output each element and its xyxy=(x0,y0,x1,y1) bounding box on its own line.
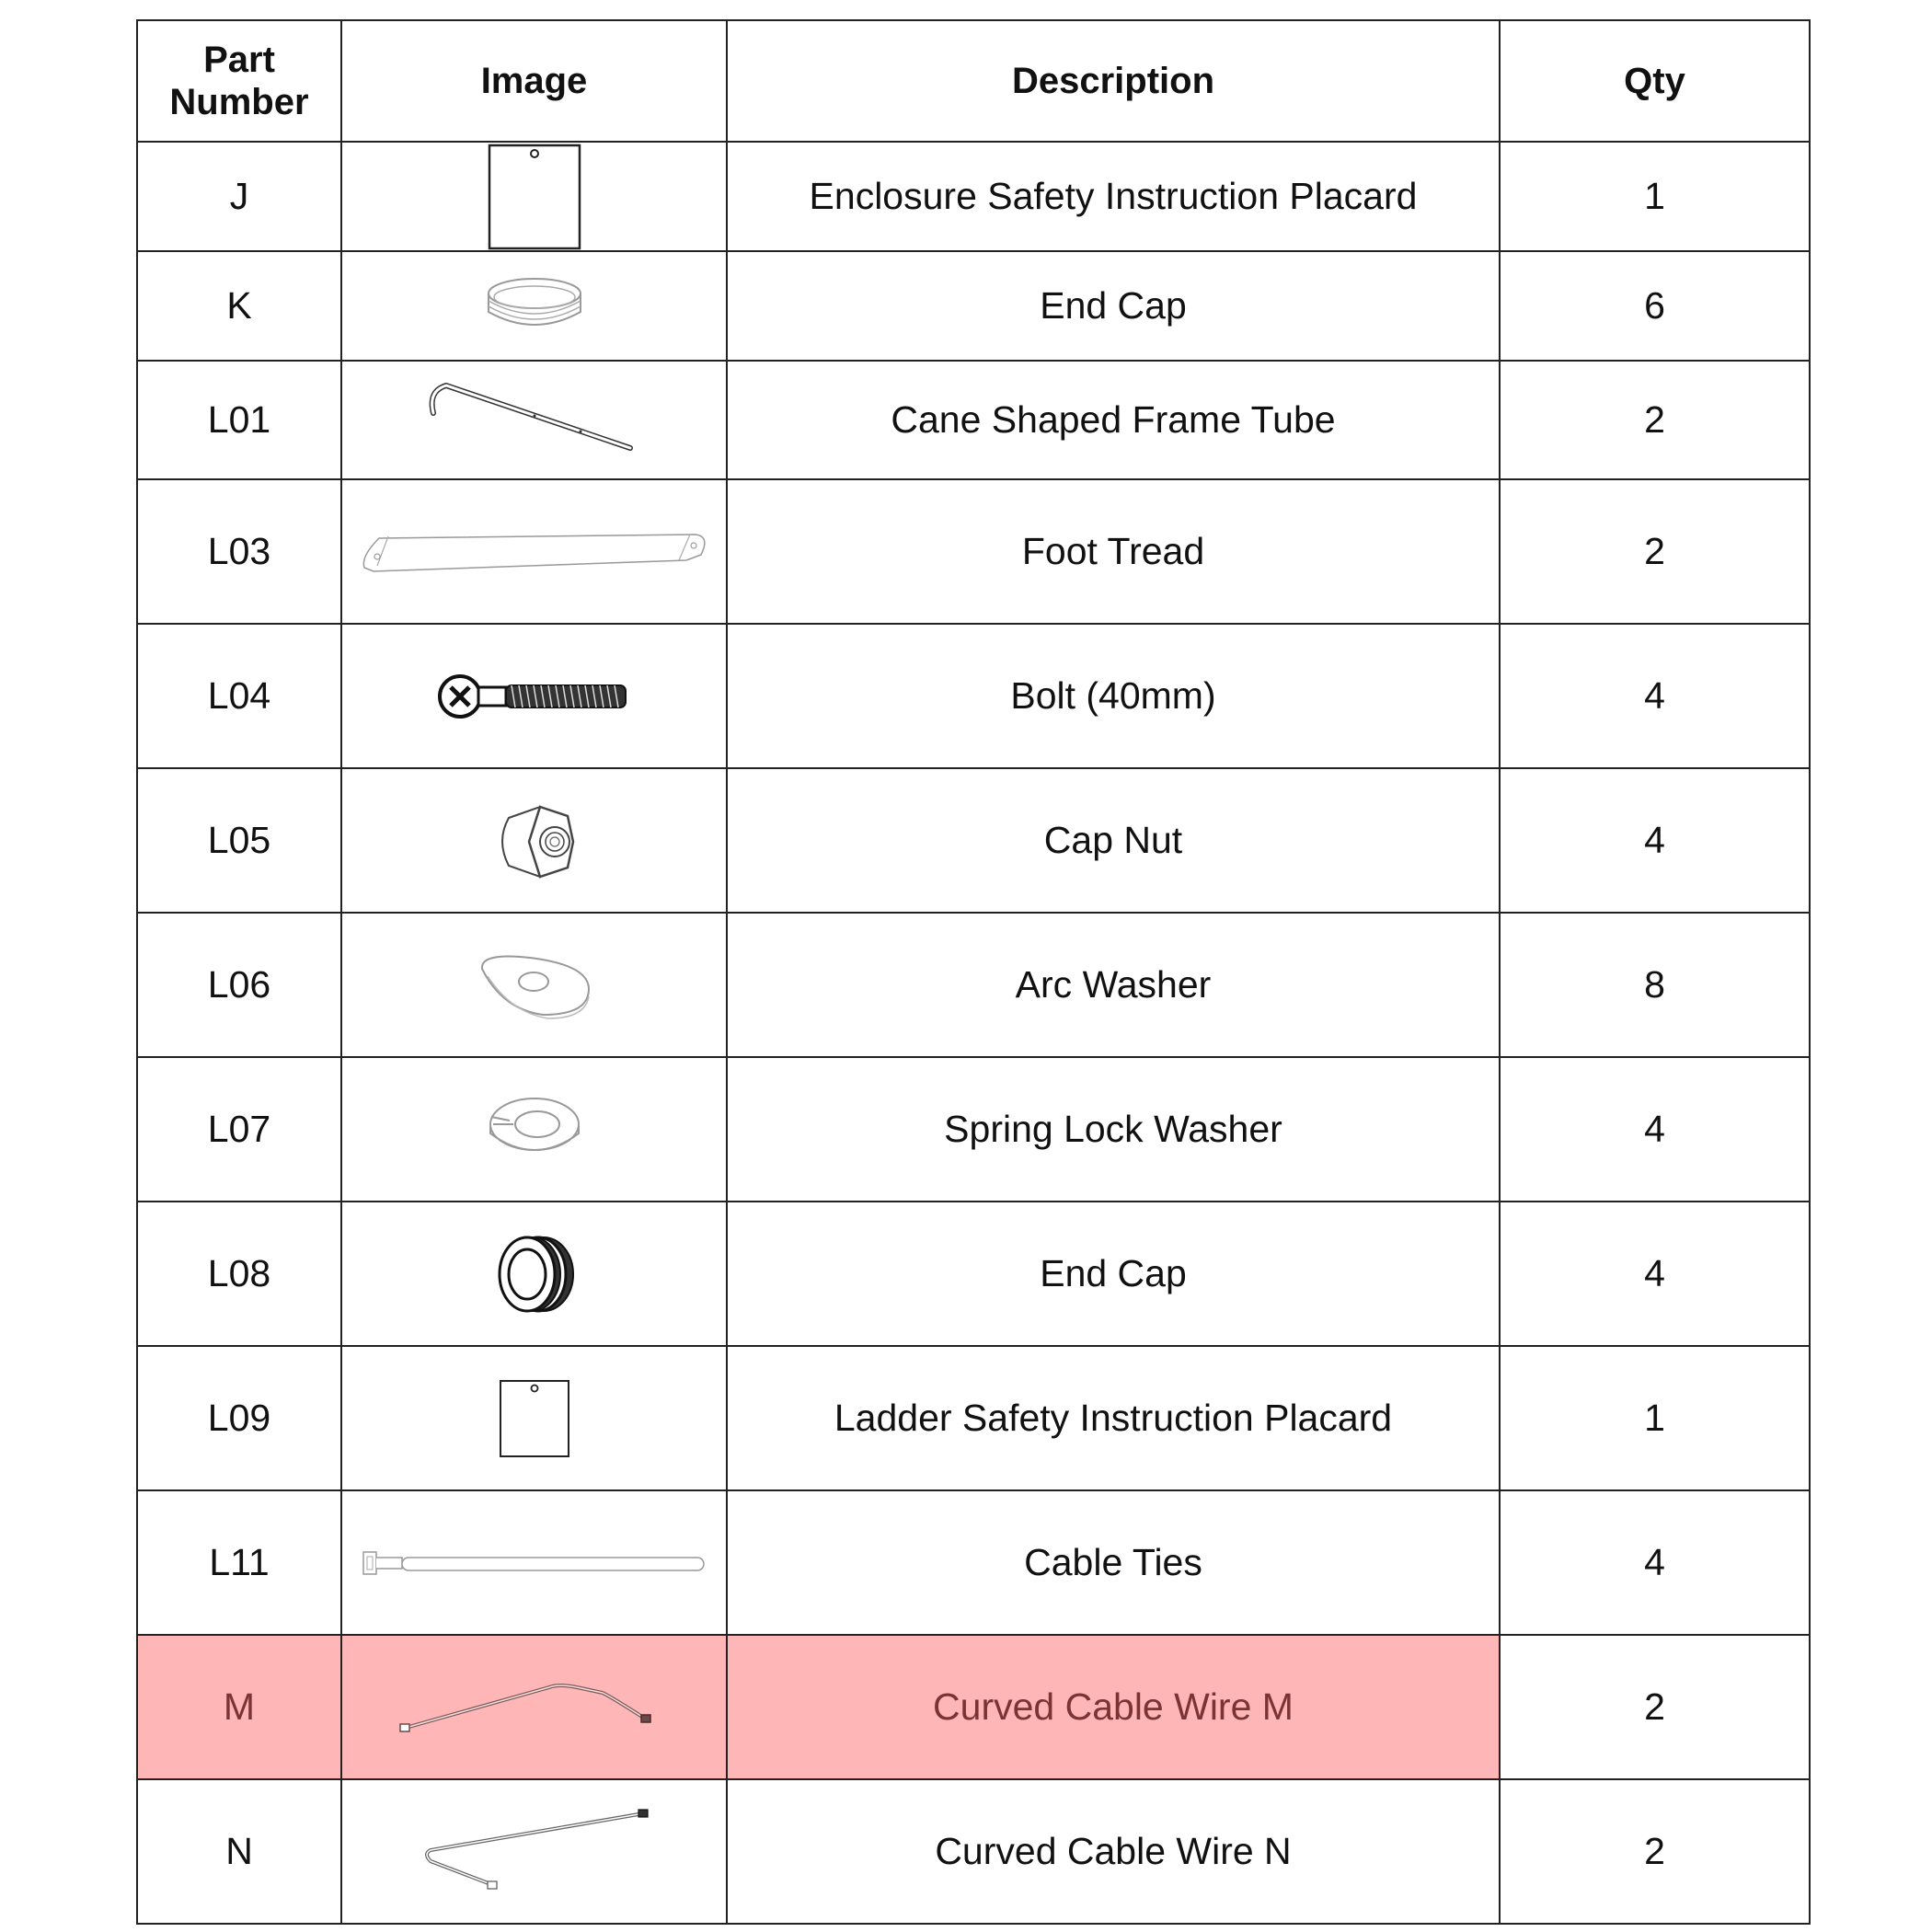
cable-tie-icon xyxy=(360,1545,709,1581)
qty-cell: 4 xyxy=(1500,624,1810,768)
table-row xyxy=(137,624,1810,768)
table-row xyxy=(137,479,1810,624)
description-cell: Enclosure Safety Instruction Placard xyxy=(727,142,1500,251)
qty-cell: 4 xyxy=(1500,1490,1810,1635)
table-row xyxy=(137,1490,1810,1635)
description-cell: Spring Lock Washer xyxy=(727,1057,1500,1202)
description-cell: End Cap xyxy=(727,251,1500,361)
description-cell: Ladder Safety Instruction Placard xyxy=(727,1346,1500,1490)
header-description: Description xyxy=(727,20,1500,142)
parts-table xyxy=(136,19,1811,1925)
curved-cable-wire-n-icon xyxy=(410,1806,659,1898)
table-row xyxy=(137,361,1810,479)
part-number-cell: M xyxy=(137,1635,341,1779)
part-number-cell: N xyxy=(137,1779,341,1924)
image-cell xyxy=(341,251,727,361)
image-cell xyxy=(341,624,727,768)
table-row xyxy=(137,1779,1810,1924)
image-cell xyxy=(341,913,727,1057)
qty-cell: 1 xyxy=(1500,1346,1810,1490)
table-row xyxy=(137,1202,1810,1346)
bolt-icon xyxy=(438,669,631,724)
description-cell: Cable Ties xyxy=(727,1490,1500,1635)
qty-cell: 4 xyxy=(1500,1202,1810,1346)
part-number-cell: L01 xyxy=(137,361,341,479)
part-number-cell: J xyxy=(137,142,341,251)
qty-cell: 1 xyxy=(1500,142,1810,251)
description-cell: Cane Shaped Frame Tube xyxy=(727,361,1500,479)
part-number-cell: L03 xyxy=(137,479,341,624)
end-cap-icon xyxy=(479,270,590,343)
description-cell: Bolt (40mm) xyxy=(727,624,1500,768)
image-cell xyxy=(341,1346,727,1490)
table-row xyxy=(137,768,1810,913)
table-row xyxy=(137,1057,1810,1202)
header-qty: Qty xyxy=(1500,20,1810,142)
qty-cell: 8 xyxy=(1500,913,1810,1057)
description-cell: Foot Tread xyxy=(727,479,1500,624)
image-cell xyxy=(341,479,727,624)
ribbed-end-cap-icon xyxy=(489,1233,581,1316)
table-row xyxy=(137,142,1810,251)
table-header-row xyxy=(137,20,1810,142)
qty-cell: 2 xyxy=(1500,361,1810,479)
image-cell xyxy=(341,1057,727,1202)
part-number-cell: K xyxy=(137,251,341,361)
qty-cell: 4 xyxy=(1500,1057,1810,1202)
description-cell: Curved Cable Wire M xyxy=(727,1635,1500,1779)
foot-tread-icon xyxy=(355,520,714,584)
spring-lock-washer-icon xyxy=(484,1093,585,1167)
description-cell: End Cap xyxy=(727,1202,1500,1346)
header-image: Image xyxy=(341,20,727,142)
cane-tube-icon xyxy=(415,374,654,466)
description-cell: Curved Cable Wire N xyxy=(727,1779,1500,1924)
curved-cable-wire-m-icon xyxy=(397,1671,673,1744)
description-cell: Arc Washer xyxy=(727,913,1500,1057)
image-cell xyxy=(341,1490,727,1635)
header-part-line2: Number xyxy=(169,82,309,122)
image-cell xyxy=(341,361,727,479)
cap-nut-icon xyxy=(489,799,581,882)
qty-cell: 2 xyxy=(1500,1635,1810,1779)
part-number-cell: L08 xyxy=(137,1202,341,1346)
qty-cell: 6 xyxy=(1500,251,1810,361)
table-row xyxy=(137,251,1810,361)
arc-washer-icon xyxy=(475,949,594,1022)
image-cell xyxy=(341,1202,727,1346)
part-number-cell: L05 xyxy=(137,768,341,913)
qty-cell: 2 xyxy=(1500,1779,1810,1924)
description-cell: Cap Nut xyxy=(727,768,1500,913)
image-cell xyxy=(341,142,727,251)
part-number-cell: L11 xyxy=(137,1490,341,1635)
image-cell xyxy=(341,1635,727,1779)
part-number-cell: L04 xyxy=(137,624,341,768)
header-part-line1: Part xyxy=(203,40,275,80)
part-number-cell: L07 xyxy=(137,1057,341,1202)
qty-cell: 2 xyxy=(1500,479,1810,624)
table-row-highlighted xyxy=(137,1635,1810,1779)
table-row xyxy=(137,1346,1810,1490)
placard-icon xyxy=(484,144,585,250)
image-cell xyxy=(341,768,727,913)
image-cell xyxy=(341,1779,727,1924)
small-placard-icon xyxy=(493,1377,576,1460)
part-number-cell: L06 xyxy=(137,913,341,1057)
header-part-number xyxy=(137,20,341,142)
table-row xyxy=(137,913,1810,1057)
part-number-cell: L09 xyxy=(137,1346,341,1490)
qty-cell: 4 xyxy=(1500,768,1810,913)
